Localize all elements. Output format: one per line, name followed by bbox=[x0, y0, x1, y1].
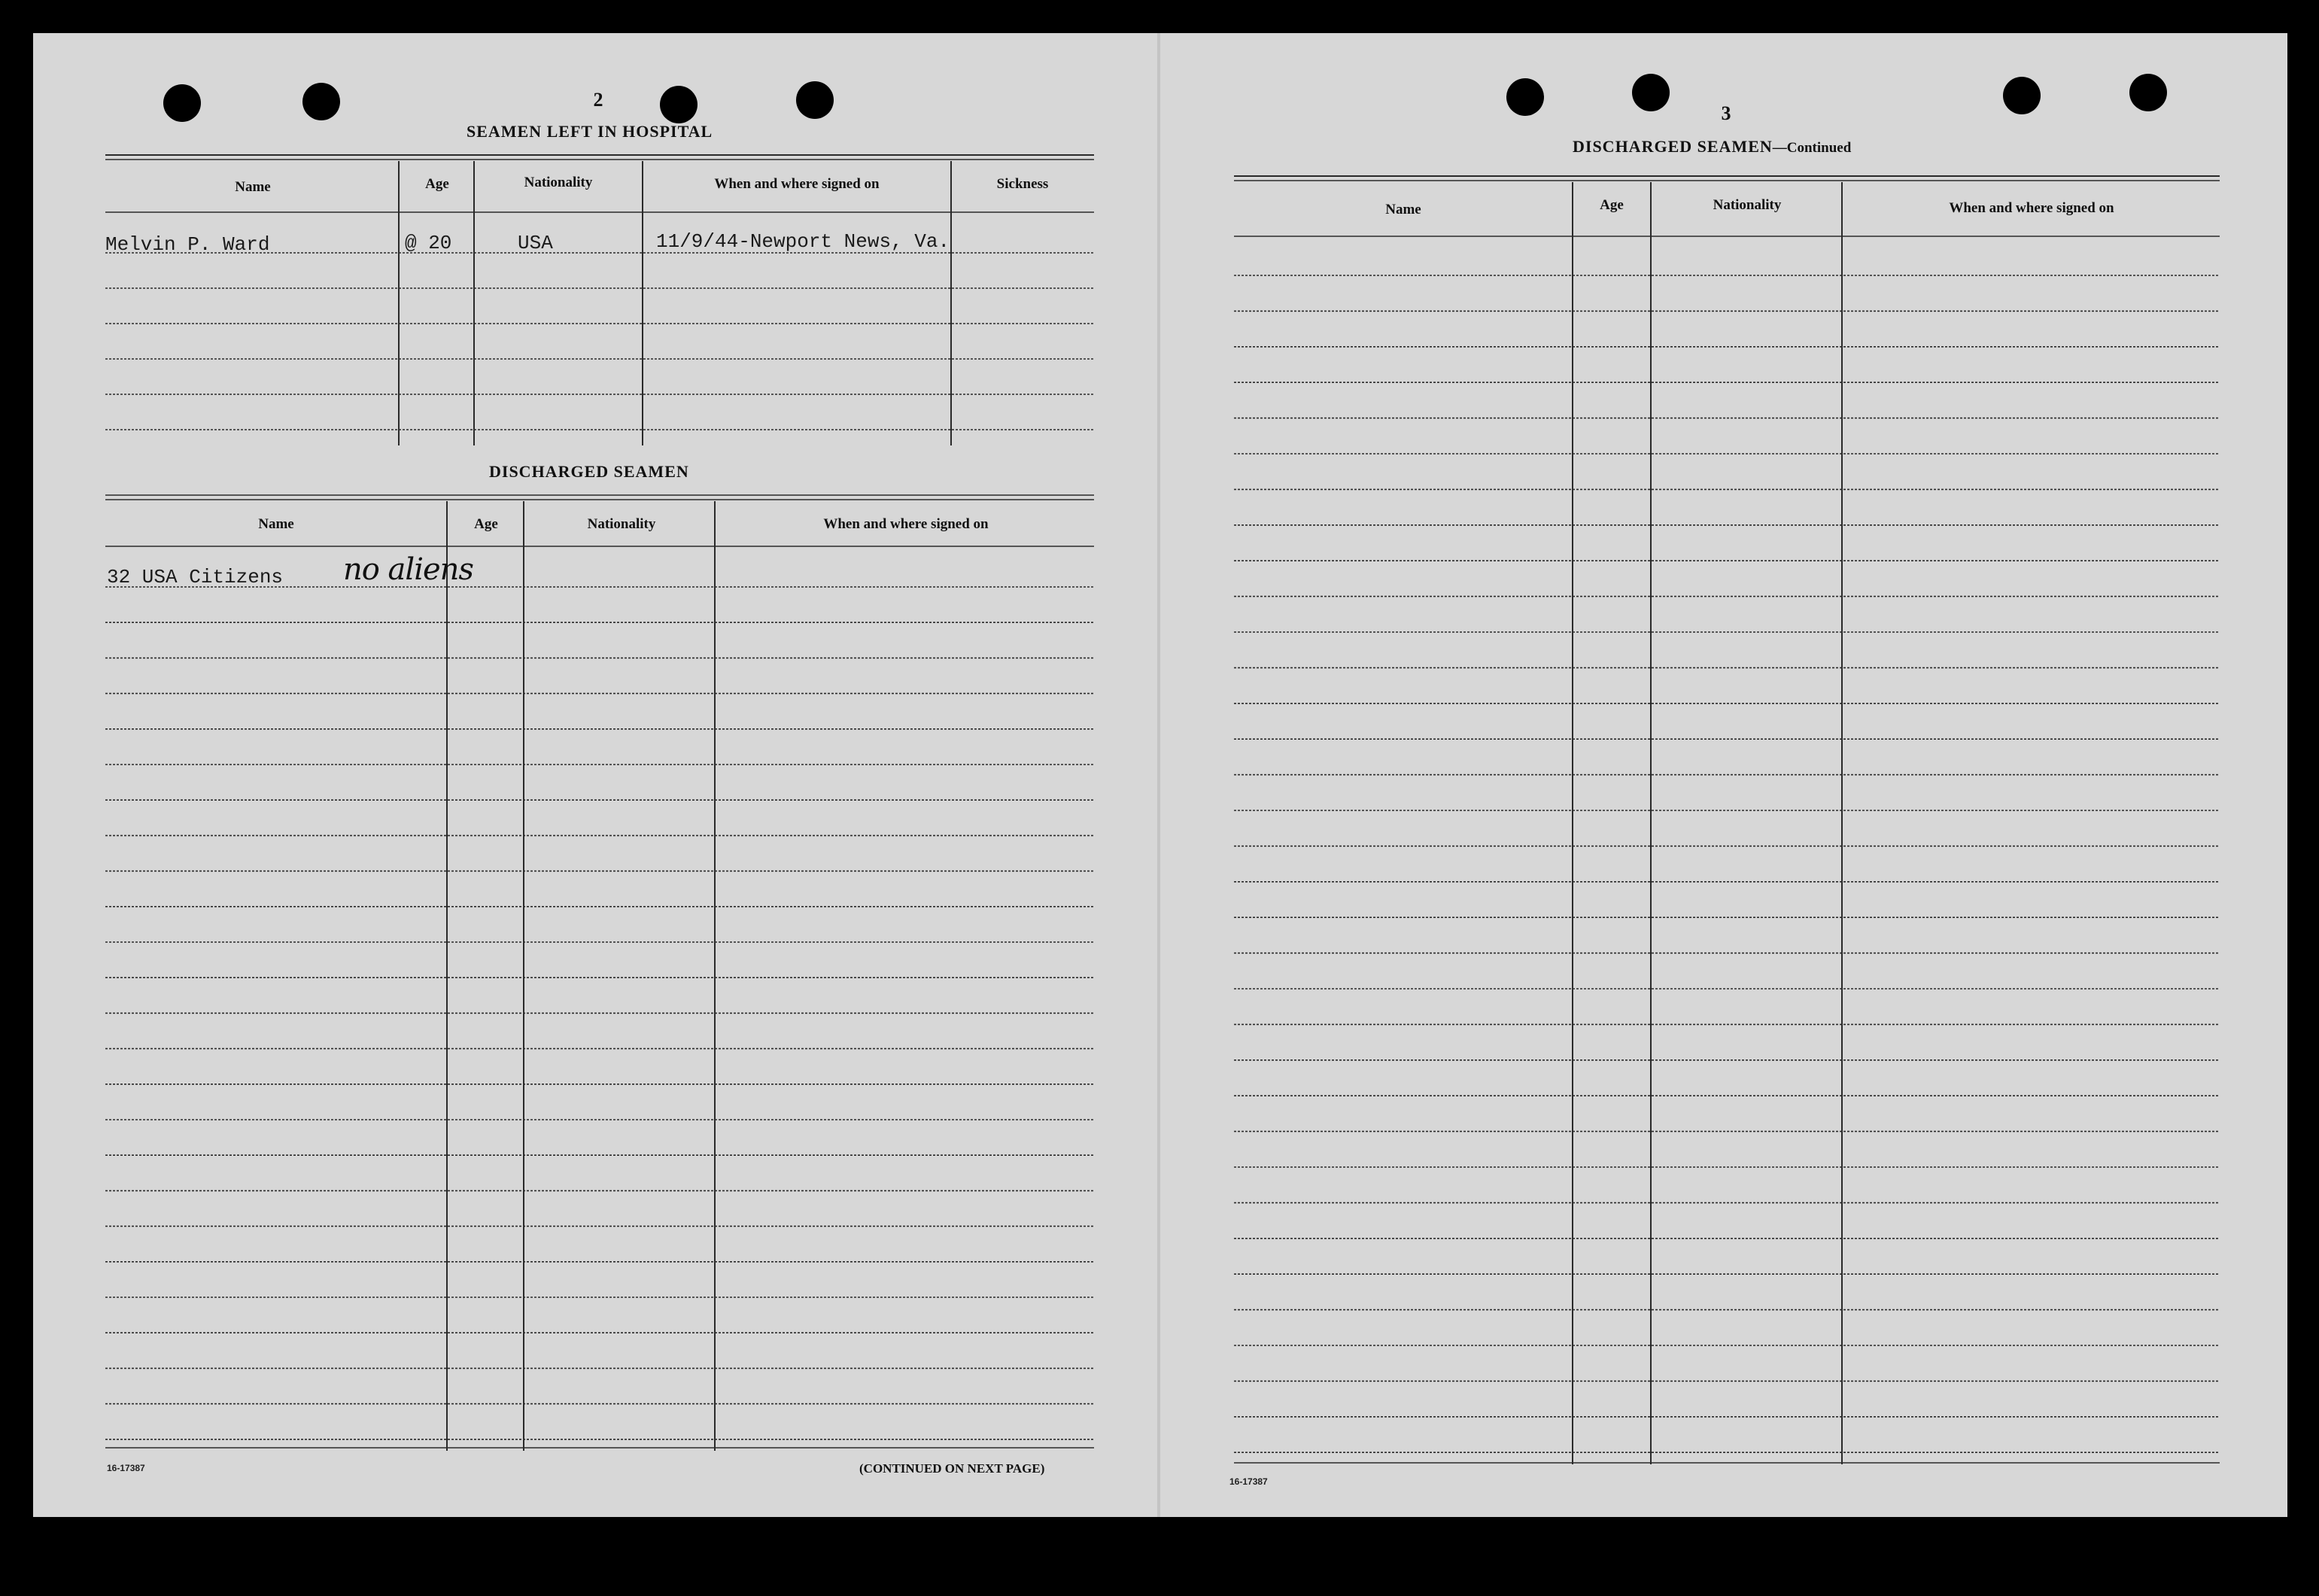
column-header-signed-on: When and where signed on bbox=[1949, 200, 2114, 216]
hospital-entry-nationality: USA bbox=[518, 232, 553, 254]
column-header-signed-on: When and where signed on bbox=[823, 516, 989, 532]
column-header-nationality: Nationality bbox=[1713, 197, 1782, 213]
page-number: 2 bbox=[593, 89, 603, 111]
discharged-continued-title bbox=[1573, 137, 1851, 157]
column-header-sickness: Sickness bbox=[996, 176, 1049, 192]
page-number: 3 bbox=[1721, 102, 1731, 124]
discharged-entry-name: 32 USA Citizens bbox=[107, 566, 284, 588]
column-header-age: Age bbox=[1600, 197, 1624, 213]
form-number: 16-17387 bbox=[107, 1463, 145, 1473]
handwritten-note: no aliens bbox=[343, 552, 473, 587]
column-header-nationality: Nationality bbox=[587, 516, 656, 532]
hospital-entry-age: @ 20 bbox=[405, 232, 452, 254]
column-header-age: Age bbox=[425, 176, 449, 192]
hospital-entry-name: Melvin P. Ward bbox=[105, 233, 270, 256]
discharged-section-title: DISCHARGED SEAMEN bbox=[489, 462, 689, 481]
hospital-entry-signed-on: 11/9/44-Newport News, Va. bbox=[656, 230, 950, 253]
column-header-name: Name bbox=[1385, 202, 1421, 217]
column-header-nationality: Nationality bbox=[524, 175, 593, 190]
hospital-section-title: SEAMEN LEFT IN HOSPITAL bbox=[467, 122, 713, 141]
title-continued: —Continued bbox=[1772, 140, 1852, 156]
form-number: 16-17387 bbox=[1229, 1476, 1268, 1487]
continued-footer: (CONTINUED ON NEXT PAGE) bbox=[859, 1461, 1045, 1476]
column-header-age: Age bbox=[474, 516, 498, 532]
column-header-name: Name bbox=[235, 179, 271, 195]
column-header-name: Name bbox=[258, 516, 294, 532]
title-main: DISCHARGED SEAMEN bbox=[1573, 137, 1773, 156]
column-header-signed-on: When and where signed on bbox=[714, 176, 880, 192]
